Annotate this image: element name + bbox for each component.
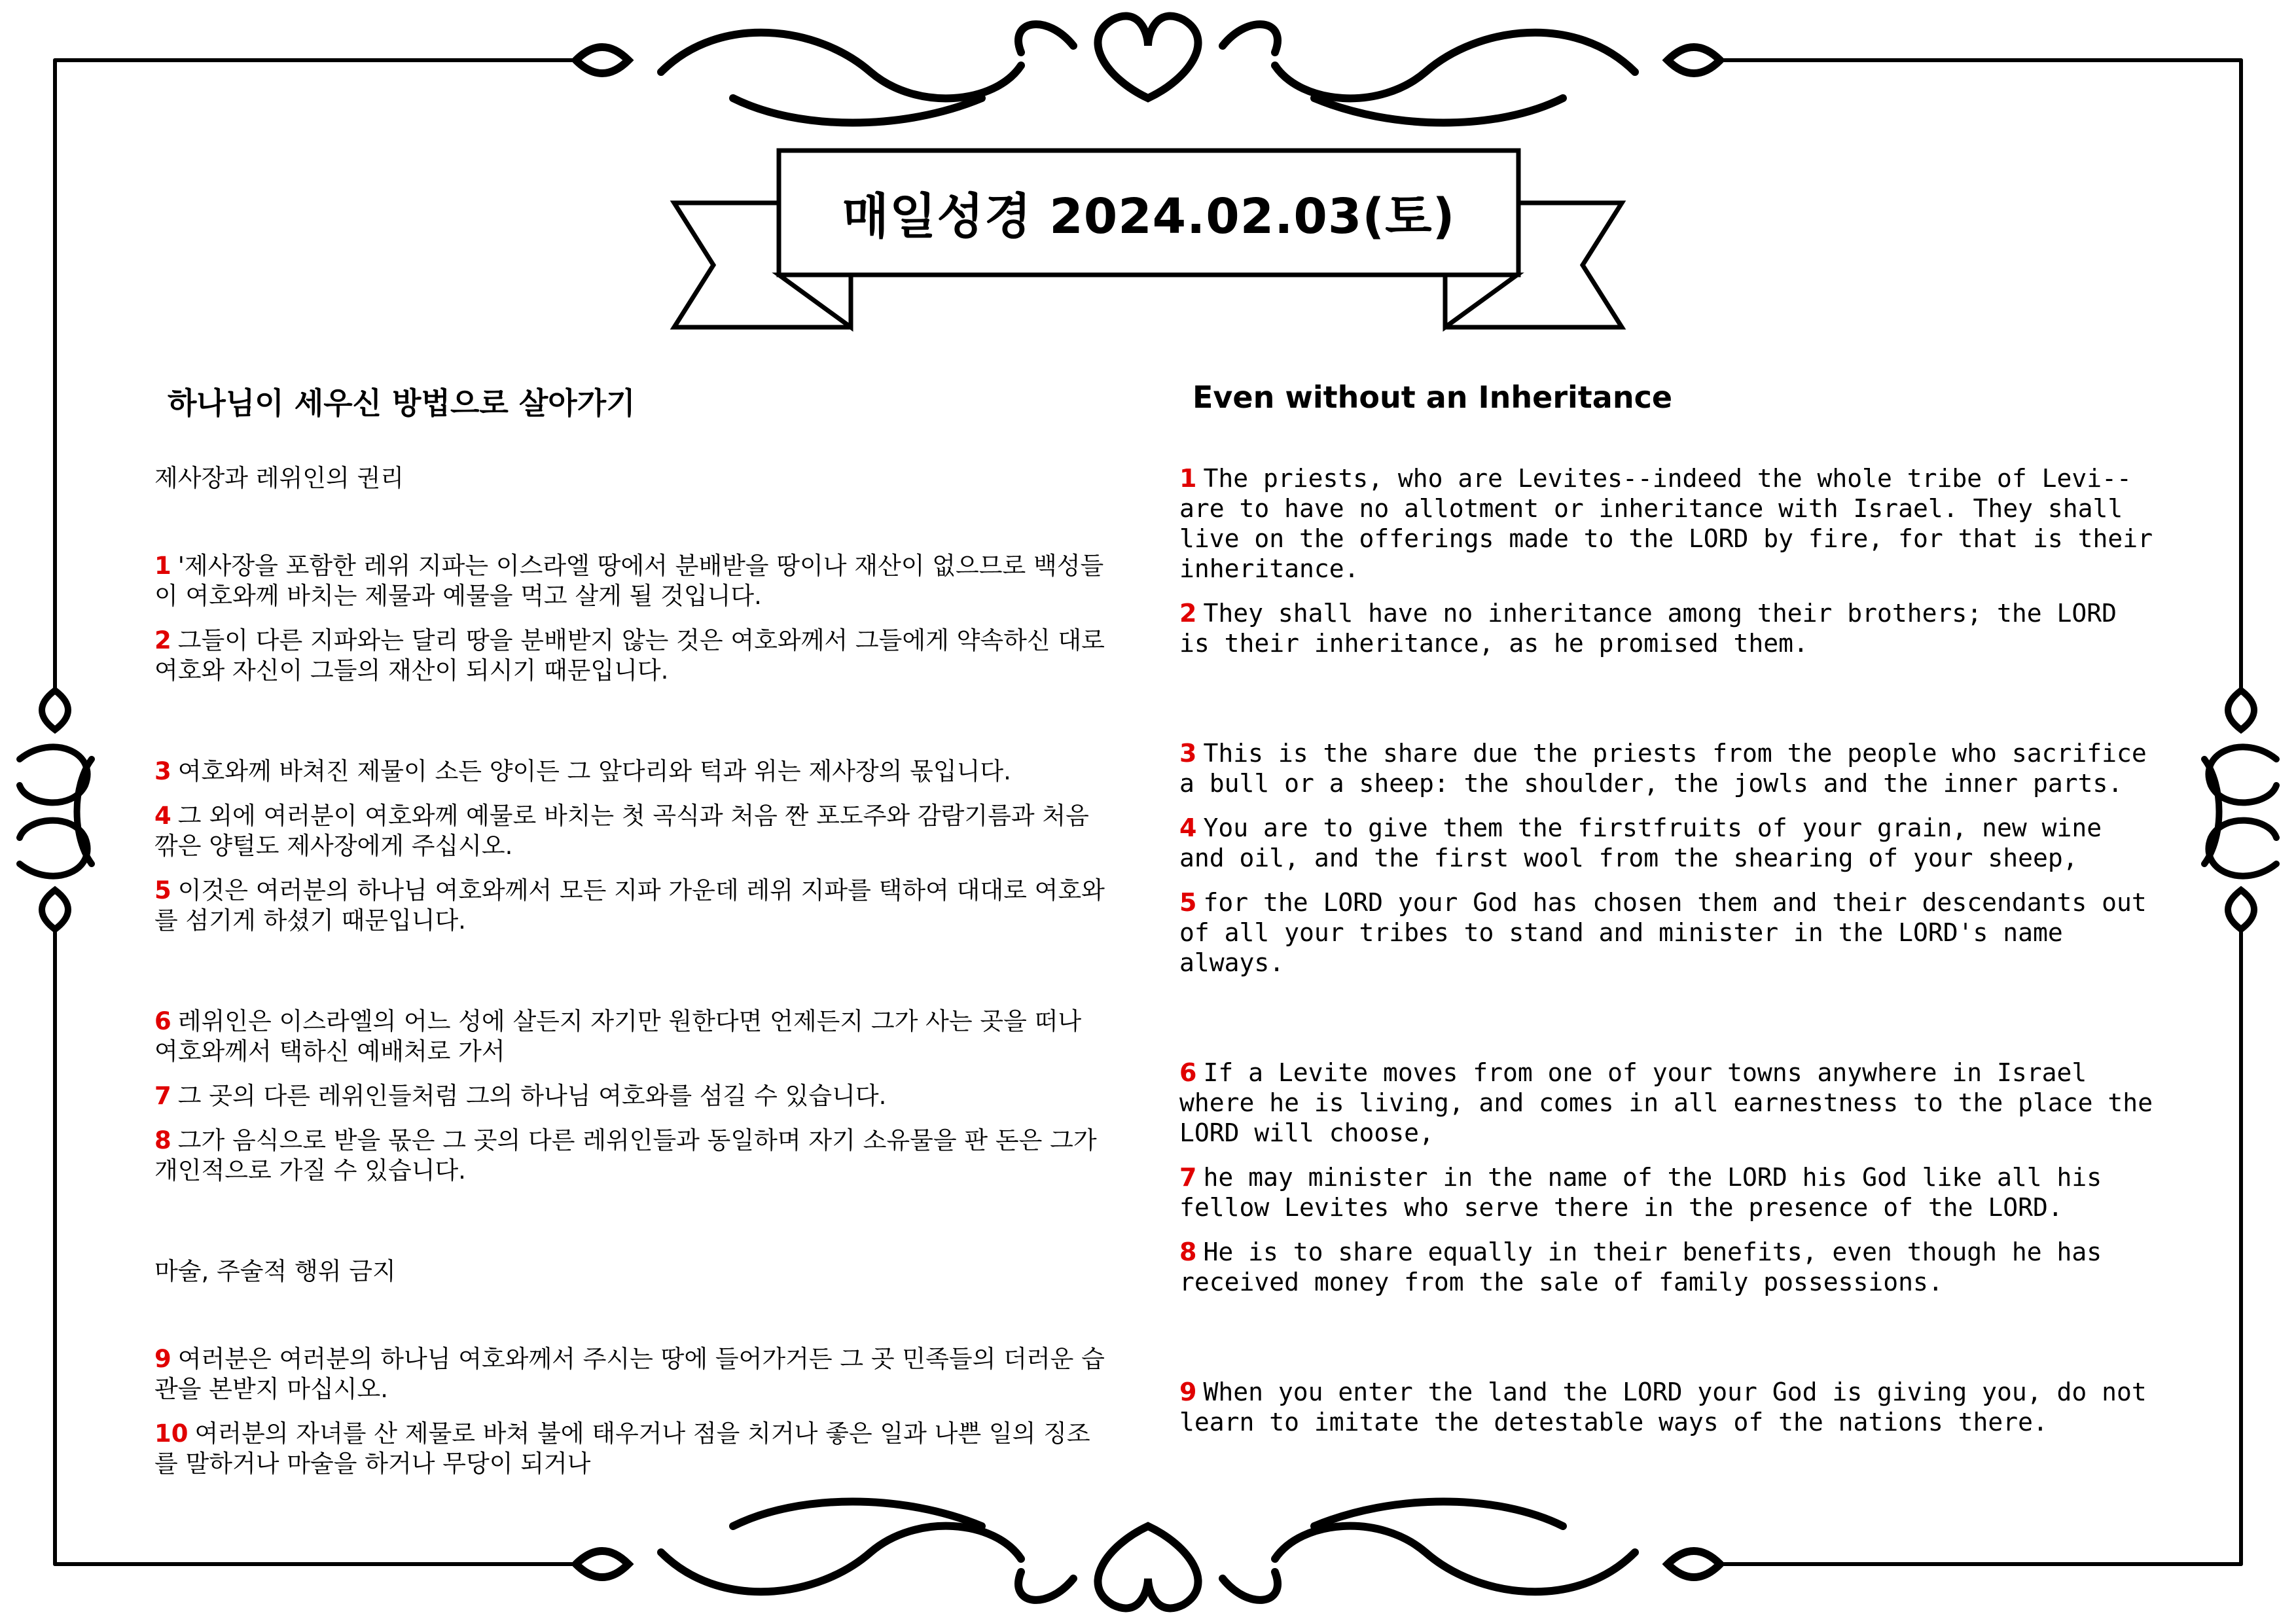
verse-text: 레위인은 이스라엘의 어느 성에 살든지 자기만 원한다면 언제든지 그가 사는 곳을 떠나 여호와께서 택하신 예배처로 가서 — [154, 1007, 1082, 1065]
verse — [154, 1419, 1110, 1479]
verse-text: If a Levite moves from one of your towns anywhere in Israel where he is living, and comes in all earnestness to the place the LORD will choose, — [1179, 1058, 2153, 1147]
verse-text: 그들이 다른 지파와는 달리 땅을 분배받지 않는 것은 여호와께서 그들에게 약속하신 대로 여호와 자신이 그들의 재산이 되시기 때문입니다. — [154, 626, 1105, 685]
verse-number: 7 — [154, 1082, 171, 1110]
verse-text: This is the share due the priests from the people who sacrifice a bull or a sheep: the shoulder, the jowls and the inner parts. — [1179, 739, 2147, 798]
verse-text: The priests, who are Levites--indeed the whole tribe of Levi--are to have no allotment or inheritance with Israel. They shall live on the offerings made to the LORD by fire, for that is their inheritance. — [1179, 464, 2153, 583]
verse — [154, 1007, 1110, 1067]
verse-text: 이것은 여러분의 하나님 여호와께서 모든 지파 가운데 레위 지파를 택하여 대대로 여호와를 섬기게 하셨기 때문입니다. — [154, 876, 1105, 935]
verse-number: 4 — [154, 802, 171, 830]
verse-text: '제사장을 포함한 레위 지파는 이스라엘 땅에서 분배받을 땅이나 재산이 없으므로 백성들이 여호와께 바치는 제물과 예물을 먹고 살게 될 것입니다. — [154, 552, 1104, 610]
verse-text: He is to share equally in their benefits, even though he has received money from the sale of family possessions. — [1179, 1238, 2102, 1296]
verse — [1179, 738, 2161, 798]
verse — [1179, 1058, 2161, 1148]
verse-text: for the LORD your God has chosen them and their descendants out of all your tribes to stand and minister in the LORD's name always. — [1179, 888, 2147, 977]
verse-text: You are to give them the firstfruits of your grain, new wine and oil, and the first wool from the shearing of your sheep, — [1179, 813, 2102, 872]
verse-number: 10 — [154, 1419, 188, 1448]
verse-number: 1 — [154, 552, 171, 580]
section-gap — [154, 700, 1110, 757]
verse — [154, 551, 1110, 611]
verse-number: 5 — [154, 876, 171, 904]
verse — [154, 626, 1110, 686]
verse — [1179, 598, 2161, 658]
section-heading: 마술, 주술적 행위 금지 — [154, 1257, 396, 1285]
right-flourish — [2204, 690, 2276, 929]
verse — [154, 876, 1110, 936]
verse-text: he may minister in the name of the LORD his God like all his fellow Levites who serve there in the presence of the LORD. — [1179, 1163, 2102, 1222]
verse-text: 여러분은 여러분의 하나님 여호와께서 주시는 땅에 들어가거든 그 곳 민족들의 더러운 습관을 본받지 마십시오. — [154, 1345, 1105, 1403]
verse — [1179, 1237, 2161, 1297]
verse — [1179, 813, 2161, 873]
verse-number: 2 — [1179, 599, 1197, 628]
verse-number: 6 — [154, 1007, 171, 1035]
verse-number: 2 — [154, 626, 171, 654]
bottom-flourish — [576, 1502, 1720, 1609]
top-flourish — [576, 16, 1720, 123]
korean-passage — [154, 463, 1110, 1493]
verse — [154, 801, 1110, 861]
verse — [1179, 887, 2161, 978]
verse-number: 5 — [1179, 888, 1197, 917]
verse-number: 3 — [1179, 739, 1197, 768]
section-gap — [1179, 673, 2161, 738]
verse-number: 9 — [1179, 1378, 1197, 1406]
verse-number: 7 — [1179, 1163, 1197, 1192]
verse-number: 4 — [1179, 813, 1197, 842]
verse-text: 여러분의 자녀를 산 제물로 바쳐 불에 태우거나 점을 치거나 좋은 일과 나쁜 일의 징조를 말하거나 마술을 하거나 무당이 되거나 — [154, 1419, 1090, 1478]
section-heading: 제사장과 레위인의 권리 — [154, 464, 404, 492]
korean-title: 하나님이 세우신 방법으로 살아가기 — [168, 385, 636, 421]
verse-number: 6 — [1179, 1058, 1197, 1087]
verse — [1179, 1377, 2161, 1437]
verse-number: 3 — [154, 757, 171, 785]
left-flourish — [20, 690, 92, 929]
verse-number: 9 — [154, 1345, 171, 1373]
verse — [1179, 1162, 2161, 1222]
banner-title: 매일성경 2024.02.03(토) — [842, 188, 1456, 245]
verse-text: 여호와께 바쳐진 제물이 소든 양이든 그 앞다리와 턱과 위는 제사장의 몫입니다. — [177, 757, 1011, 785]
verse — [1179, 463, 2161, 584]
verse — [154, 1126, 1110, 1186]
verse — [154, 757, 1110, 787]
english-passage — [1179, 463, 2161, 1452]
verse-text: 그 외에 여러분이 여호와께 예물로 바치는 첫 곡식과 처음 짠 포도주와 감람기름과 처음 깎은 양털도 제사장에게 주십시오. — [154, 802, 1089, 860]
section-gap — [1179, 992, 2161, 1058]
english-title: Even without an Inheritance — [1193, 380, 1673, 415]
section-gap — [154, 950, 1110, 1007]
verse — [154, 1344, 1110, 1404]
verse-number: 1 — [1179, 464, 1197, 493]
section-gap — [154, 1200, 1110, 1257]
verse-text: When you enter the land the LORD your God is giving you, do not learn to imitate the detestable ways of the nations there. — [1179, 1378, 2147, 1436]
verse-text: They shall have no inheritance among their brothers; the LORD is their inheritance, as he promised them. — [1179, 599, 2117, 658]
verse-text: 그 곳의 다른 레위인들처럼 그의 하나님 여호와를 섬길 수 있습니다. — [177, 1082, 887, 1110]
verse — [154, 1081, 1110, 1111]
verse-number: 8 — [154, 1126, 171, 1154]
verse-number: 8 — [1179, 1238, 1197, 1266]
section-gap — [1179, 1311, 2161, 1377]
verse-text: 그가 음식으로 받을 몫은 그 곳의 다른 레위인들과 동일하며 자기 소유물을 판 돈은 그가 개인적으로 가질 수 있습니다. — [154, 1126, 1097, 1185]
